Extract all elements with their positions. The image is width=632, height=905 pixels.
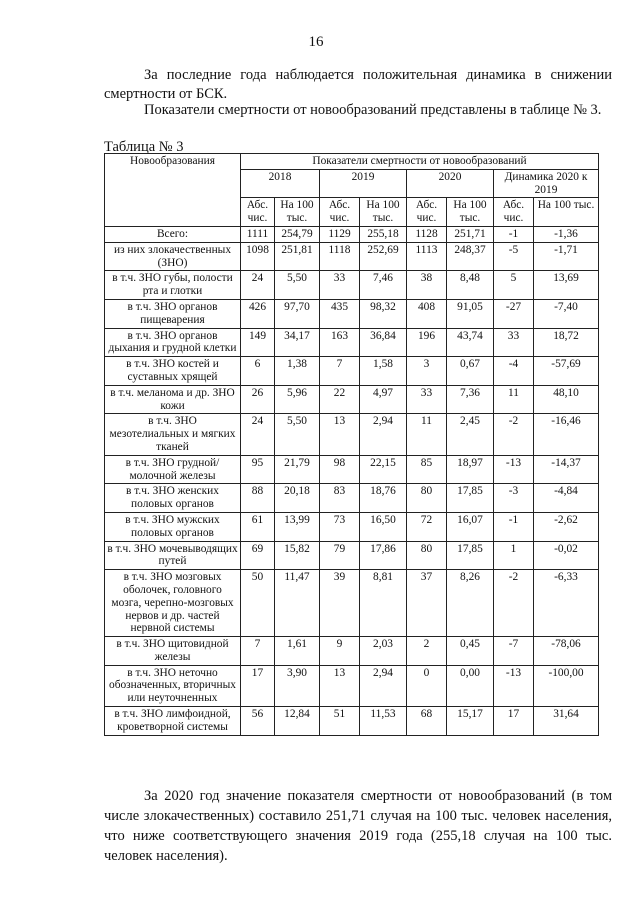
row-label: в т.ч. ЗНО органов пищеварения <box>105 299 241 328</box>
row-value: 1,61 <box>275 637 320 666</box>
row-value: 13,99 <box>275 512 320 541</box>
row-value: -3 <box>494 484 534 513</box>
row-value: -78,06 <box>534 637 599 666</box>
table-row <box>105 328 599 357</box>
row-label: в т.ч. меланома и др. ЗНО кожи <box>105 385 241 414</box>
row-value: -16,46 <box>534 414 599 455</box>
row-value: 435 <box>320 299 360 328</box>
row-value: -27 <box>494 299 534 328</box>
paragraph-table-ref: Показатели смертности от новообразований представлены в таблице № 3. <box>144 102 602 118</box>
row-value: 11 <box>407 414 447 455</box>
row-value: 39 <box>320 570 360 637</box>
header-per100: На 100 тыс. <box>534 198 599 227</box>
row-value: 33 <box>494 328 534 357</box>
row-value: 80 <box>407 484 447 513</box>
row-value: 3,90 <box>275 665 320 706</box>
row-value: 1111 <box>241 226 275 242</box>
row-value: 80 <box>407 541 447 570</box>
row-value: 2 <box>407 637 447 666</box>
row-value: -6,33 <box>534 570 599 637</box>
row-value: -1,71 <box>534 242 599 271</box>
row-value: 2,94 <box>360 665 407 706</box>
row-value: 31,64 <box>534 707 599 736</box>
table-row <box>105 455 599 484</box>
header-per100: На 100 тыс. <box>275 198 320 227</box>
row-value: 0 <box>407 665 447 706</box>
row-value: 4,97 <box>360 385 407 414</box>
table-row <box>105 637 599 666</box>
row-value: 69 <box>241 541 275 570</box>
row-value: 37 <box>407 570 447 637</box>
row-value: 8,26 <box>447 570 494 637</box>
row-value: 251,71 <box>447 226 494 242</box>
header-dynamics: Динамика 2020 к 2019 <box>494 169 599 198</box>
row-value: -4 <box>494 357 534 386</box>
row-label: из них злокачественных (ЗНО) <box>105 242 241 271</box>
row-value: 1 <box>494 541 534 570</box>
row-value: 0,67 <box>447 357 494 386</box>
row-value: 17 <box>494 707 534 736</box>
header-abs: Абс. чис. <box>241 198 275 227</box>
row-value: 5,50 <box>275 271 320 300</box>
row-value: 85 <box>407 455 447 484</box>
row-value: 17 <box>241 665 275 706</box>
row-label: в т.ч. ЗНО костей и суставных хрящей <box>105 357 241 386</box>
row-value: 56 <box>241 707 275 736</box>
row-value: 1129 <box>320 226 360 242</box>
row-value: 408 <box>407 299 447 328</box>
row-value: 13,69 <box>534 271 599 300</box>
row-label: в т.ч. ЗНО лимфоидной, кроветворной системы <box>105 707 241 736</box>
row-value: -1 <box>494 226 534 242</box>
row-value: 26 <box>241 385 275 414</box>
row-value: 21,79 <box>275 455 320 484</box>
row-value: 11 <box>494 385 534 414</box>
row-value: 1113 <box>407 242 447 271</box>
row-value: 33 <box>407 385 447 414</box>
table-body <box>105 226 599 735</box>
row-value: 16,07 <box>447 512 494 541</box>
row-value: 91,05 <box>447 299 494 328</box>
row-label: в т.ч. ЗНО губы, полости рта и глотки <box>105 271 241 300</box>
row-value: 18,72 <box>534 328 599 357</box>
row-value: -13 <box>494 665 534 706</box>
row-value: 163 <box>320 328 360 357</box>
row-value: 95 <box>241 455 275 484</box>
row-value: 13 <box>320 414 360 455</box>
row-value: -13 <box>494 455 534 484</box>
table-row <box>105 414 599 455</box>
header-neoplasms: Новообразования <box>105 154 241 227</box>
row-value: 97,70 <box>275 299 320 328</box>
row-value: 1118 <box>320 242 360 271</box>
row-value: 251,81 <box>275 242 320 271</box>
row-value: 43,74 <box>447 328 494 357</box>
row-value: -2,62 <box>534 512 599 541</box>
row-value: 0,45 <box>447 637 494 666</box>
row-label: в т.ч. ЗНО неточно обозначенных, вторичных или неуточненных <box>105 665 241 706</box>
row-value: 252,69 <box>360 242 407 271</box>
row-value: -0,02 <box>534 541 599 570</box>
row-value: 51 <box>320 707 360 736</box>
row-value: 88 <box>241 484 275 513</box>
row-label: в т.ч. ЗНО щитовидной железы <box>105 637 241 666</box>
row-value: 2,45 <box>447 414 494 455</box>
table-row <box>105 541 599 570</box>
row-value: 72 <box>407 512 447 541</box>
table-row <box>105 484 599 513</box>
row-value: 5,50 <box>275 414 320 455</box>
row-value: -2 <box>494 570 534 637</box>
row-label: в т.ч. ЗНО грудной/молочной железы <box>105 455 241 484</box>
header-year-2018: 2018 <box>241 169 320 198</box>
row-value: 83 <box>320 484 360 513</box>
row-value: 12,84 <box>275 707 320 736</box>
row-value: 18,76 <box>360 484 407 513</box>
row-value: -7 <box>494 637 534 666</box>
row-value: 2,03 <box>360 637 407 666</box>
table-row <box>105 226 599 242</box>
row-value: 17,85 <box>447 541 494 570</box>
row-value: 149 <box>241 328 275 357</box>
row-label: Всего: <box>105 226 241 242</box>
row-value: 68 <box>407 707 447 736</box>
row-value: 0,00 <box>447 665 494 706</box>
mortality-table <box>104 153 599 736</box>
row-value: 7,36 <box>447 385 494 414</box>
row-value: 20,18 <box>275 484 320 513</box>
header-per100: На 100 тыс. <box>360 198 407 227</box>
table-row <box>105 385 599 414</box>
row-value: 34,17 <box>275 328 320 357</box>
row-value: -14,37 <box>534 455 599 484</box>
table-row <box>105 570 599 637</box>
table-row <box>105 242 599 271</box>
header-year-2020: 2020 <box>407 169 494 198</box>
row-label: в т.ч. ЗНО мужских половых органов <box>105 512 241 541</box>
row-value: 426 <box>241 299 275 328</box>
header-per100: На 100 тыс. <box>447 198 494 227</box>
row-value: 1098 <box>241 242 275 271</box>
table-row <box>105 512 599 541</box>
header-year-2019: 2019 <box>320 169 407 198</box>
table-row <box>105 707 599 736</box>
row-label: в т.ч. ЗНО мочевыводящих путей <box>105 541 241 570</box>
row-value: 22,15 <box>360 455 407 484</box>
row-value: 9 <box>320 637 360 666</box>
table-row <box>105 357 599 386</box>
header-group: Показатели смертности от новообразований <box>241 154 599 170</box>
row-label: в т.ч. ЗНО мезотелиальных и мягких тканей <box>105 414 241 455</box>
paragraph-intro: За последние года наблюдается положительная динамика в снижении смертности от БСК. <box>104 67 612 102</box>
row-value: 73 <box>320 512 360 541</box>
row-value: 7 <box>320 357 360 386</box>
header-abs: Абс. чис. <box>407 198 447 227</box>
row-value: -7,40 <box>534 299 599 328</box>
row-value: 15,82 <box>275 541 320 570</box>
row-value: 15,17 <box>447 707 494 736</box>
row-value: 254,79 <box>275 226 320 242</box>
row-value: 1128 <box>407 226 447 242</box>
row-value: 48,10 <box>534 385 599 414</box>
row-value: 5 <box>494 271 534 300</box>
row-value: 79 <box>320 541 360 570</box>
header-abs: Абс. чис. <box>494 198 534 227</box>
page-number: 16 <box>308 34 324 50</box>
row-value: 98 <box>320 455 360 484</box>
row-value: 255,18 <box>360 226 407 242</box>
row-value: 1,58 <box>360 357 407 386</box>
row-label: в т.ч. ЗНО женских половых органов <box>105 484 241 513</box>
row-value: 13 <box>320 665 360 706</box>
row-value: 248,37 <box>447 242 494 271</box>
row-value: 36,84 <box>360 328 407 357</box>
row-value: 8,81 <box>360 570 407 637</box>
row-value: 7,46 <box>360 271 407 300</box>
row-value: 17,85 <box>447 484 494 513</box>
row-value: 7 <box>241 637 275 666</box>
row-value: 17,86 <box>360 541 407 570</box>
row-value: -100,00 <box>534 665 599 706</box>
header-abs: Абс. чис. <box>320 198 360 227</box>
row-value: 18,97 <box>447 455 494 484</box>
paragraph-conclusion: За 2020 год значение показателя смертности от новообразований (в том числе злокачественных) составило 251,71 случая на 100 тыс. человек населения, что ниже соответствующего значения 2019 года (255,18 случая на 100 тыс. человек населения). <box>104 788 612 864</box>
row-value: 61 <box>241 512 275 541</box>
row-value: 6 <box>241 357 275 386</box>
row-value: 1,38 <box>275 357 320 386</box>
row-value: 24 <box>241 271 275 300</box>
row-value: 38 <box>407 271 447 300</box>
row-value: 50 <box>241 570 275 637</box>
row-value: 16,50 <box>360 512 407 541</box>
row-value: -2 <box>494 414 534 455</box>
row-value: 33 <box>320 271 360 300</box>
row-value: 98,32 <box>360 299 407 328</box>
row-value: 11,47 <box>275 570 320 637</box>
row-value: -1,36 <box>534 226 599 242</box>
row-value: 24 <box>241 414 275 455</box>
row-value: 22 <box>320 385 360 414</box>
row-value: -4,84 <box>534 484 599 513</box>
table-row <box>105 665 599 706</box>
row-value: 196 <box>407 328 447 357</box>
row-value: 3 <box>407 357 447 386</box>
row-label: в т.ч. ЗНО органов дыхания и грудной клетки <box>105 328 241 357</box>
row-label: в т.ч. ЗНО мозговых оболочек, головного мозга, черепно-мозговых нервов и др. частей нервной системы <box>105 570 241 637</box>
row-value: 8,48 <box>447 271 494 300</box>
table-row <box>105 271 599 300</box>
row-value: 5,96 <box>275 385 320 414</box>
row-value: -57,69 <box>534 357 599 386</box>
row-value: -1 <box>494 512 534 541</box>
row-value: -5 <box>494 242 534 271</box>
row-value: 11,53 <box>360 707 407 736</box>
table-caption: Таблица № 3 <box>104 139 184 155</box>
table-row <box>105 299 599 328</box>
row-value: 2,94 <box>360 414 407 455</box>
